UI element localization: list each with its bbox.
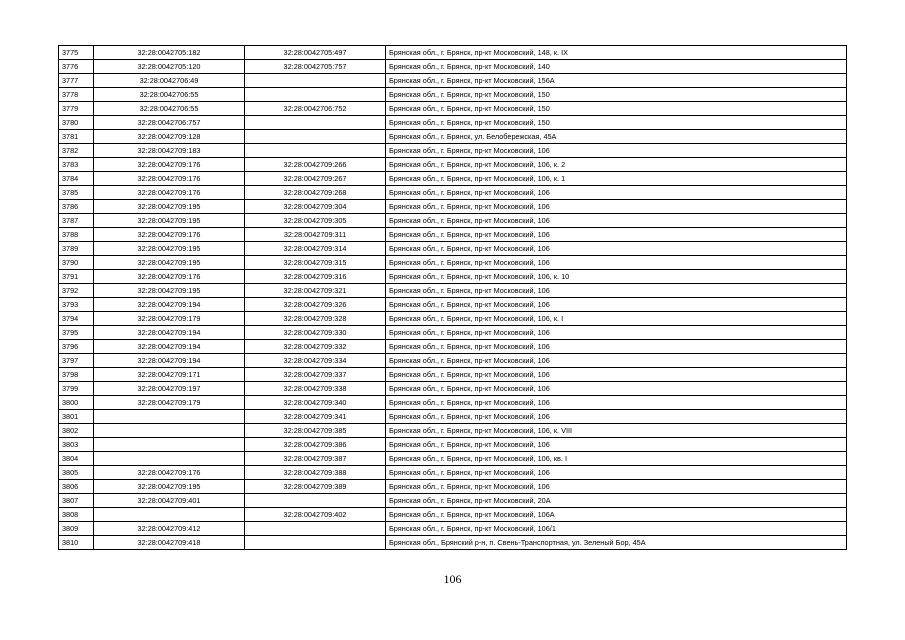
building-number-cell: 32:28:0042709:389 — [245, 480, 386, 494]
building-number-cell: 32:28:0042705:757 — [245, 60, 386, 74]
table-row — [59, 424, 847, 438]
address-cell: Брянская обл., г. Брянск, пр-кт Московский, 106 — [386, 144, 847, 158]
building-number-cell: 32:28:0042709:330 — [245, 326, 386, 340]
row-number-cell: 3809 — [59, 522, 94, 536]
parcel-number-cell: 32:28:0042709:195 — [94, 480, 245, 494]
row-number-cell: 3789 — [59, 242, 94, 256]
table-row — [59, 354, 847, 368]
table-row — [59, 396, 847, 410]
table-row — [59, 270, 847, 284]
parcel-number-cell: 32:28:0042709:176 — [94, 186, 245, 200]
row-number-cell: 3804 — [59, 452, 94, 466]
row-number-cell: 3793 — [59, 298, 94, 312]
row-number-cell: 3805 — [59, 466, 94, 480]
parcel-number-cell: 32:28:0042709:179 — [94, 312, 245, 326]
parcel-number-cell: 32:28:0042706:55 — [94, 88, 245, 102]
building-number-cell: 32:28:0042709:321 — [245, 284, 386, 298]
row-number-cell: 3780 — [59, 116, 94, 130]
address-cell: Брянская обл., г. Брянск, пр-кт Московский, 106 — [386, 228, 847, 242]
row-number-cell: 3794 — [59, 312, 94, 326]
row-number-cell: 3807 — [59, 494, 94, 508]
parcel-number-cell — [94, 508, 245, 522]
building-number-cell: 32:28:0042709:385 — [245, 424, 386, 438]
parcel-number-cell: 32:28:0042709:195 — [94, 256, 245, 270]
address-cell: Брянская обл., г. Брянск, пр-кт Московский, 106 — [386, 326, 847, 340]
table-row — [59, 452, 847, 466]
address-cell: Брянская обл., г. Брянск, пр-кт Московский, 106, к. 10 — [386, 270, 847, 284]
building-number-cell: 32:28:0042709:305 — [245, 214, 386, 228]
table-row — [59, 284, 847, 298]
parcel-number-cell: 32:28:0042709:412 — [94, 522, 245, 536]
table-row — [59, 88, 847, 102]
row-number-cell: 3778 — [59, 88, 94, 102]
building-number-cell: 32:28:0042709:332 — [245, 340, 386, 354]
table-row — [59, 312, 847, 326]
building-number-cell: 32:28:0042709:311 — [245, 228, 386, 242]
cadastral-table — [58, 45, 847, 550]
table-row — [59, 60, 847, 74]
building-number-cell: 32:28:0042709:386 — [245, 438, 386, 452]
address-cell: Брянская обл., г. Брянск, пр-кт Московский, 140 — [386, 60, 847, 74]
address-cell: Брянская обл., г. Брянск, пр-кт Московский, 106 — [386, 214, 847, 228]
parcel-number-cell: 32:28:0042709:401 — [94, 494, 245, 508]
address-cell: Брянская обл., г. Брянск, пр-кт Московский, 106 — [386, 466, 847, 480]
parcel-number-cell — [94, 410, 245, 424]
address-cell: Брянская обл., г. Брянск, пр-кт Московский, 106 — [386, 368, 847, 382]
building-number-cell — [245, 494, 386, 508]
parcel-number-cell: 32:28:0042709:171 — [94, 368, 245, 382]
building-number-cell: 32:28:0042709:387 — [245, 452, 386, 466]
parcel-number-cell: 32:28:0042709:176 — [94, 270, 245, 284]
table-row — [59, 326, 847, 340]
address-cell: Брянская обл., г. Брянск, пр-кт Московский, 106 — [386, 298, 847, 312]
address-cell: Брянская обл., г. Брянск, пр-кт Московский, 106 — [386, 256, 847, 270]
parcel-number-cell — [94, 424, 245, 438]
row-number-cell: 3781 — [59, 130, 94, 144]
table-row — [59, 200, 847, 214]
parcel-number-cell: 32:28:0042709:194 — [94, 340, 245, 354]
address-cell: Брянская обл., г. Брянск, пр-кт Московский, 106 — [386, 396, 847, 410]
table-row — [59, 186, 847, 200]
building-number-cell: 32:28:0042709:337 — [245, 368, 386, 382]
building-number-cell: 32:28:0042706:752 — [245, 102, 386, 116]
table-row — [59, 340, 847, 354]
row-number-cell: 3806 — [59, 480, 94, 494]
parcel-number-cell: 32:28:0042706:757 — [94, 116, 245, 130]
row-number-cell: 3790 — [59, 256, 94, 270]
address-cell: Брянская обл., г. Брянск, пр-кт Московский, 106, кв. I — [386, 452, 847, 466]
address-cell: Брянская обл., г. Брянск, пр-кт Московский, 106 — [386, 382, 847, 396]
row-number-cell: 3782 — [59, 144, 94, 158]
parcel-number-cell: 32:28:0042706:55 — [94, 102, 245, 116]
building-number-cell: 32:28:0042709:328 — [245, 312, 386, 326]
row-number-cell: 3795 — [59, 326, 94, 340]
table-row — [59, 508, 847, 522]
building-number-cell: 32:28:0042709:316 — [245, 270, 386, 284]
address-cell: Брянская обл., г. Брянск, пр-кт Московский, 106 — [386, 186, 847, 200]
parcel-number-cell: 32:28:0042709:195 — [94, 200, 245, 214]
parcel-number-cell: 32:28:0042709:197 — [94, 382, 245, 396]
parcel-number-cell: 32:28:0042709:194 — [94, 354, 245, 368]
row-number-cell: 3810 — [59, 536, 94, 550]
building-number-cell — [245, 116, 386, 130]
row-number-cell: 3792 — [59, 284, 94, 298]
table-row — [59, 102, 847, 116]
row-number-cell: 3803 — [59, 438, 94, 452]
parcel-number-cell: 32:28:0042705:182 — [94, 46, 245, 60]
building-number-cell: 32:28:0042709:314 — [245, 242, 386, 256]
parcel-number-cell: 32:28:0042709:194 — [94, 298, 245, 312]
address-cell: Брянская обл., г. Брянск, пр-кт Московский, 156А — [386, 74, 847, 88]
address-cell: Брянская обл., Брянский р-н, п. Свень-Транспортная, ул. Зеленый Бор, 45А — [386, 536, 847, 550]
row-number-cell: 3786 — [59, 200, 94, 214]
row-number-cell: 3801 — [59, 410, 94, 424]
table-row — [59, 144, 847, 158]
parcel-number-cell — [94, 452, 245, 466]
row-number-cell: 3776 — [59, 60, 94, 74]
table-row — [59, 130, 847, 144]
page-number: 106 — [443, 572, 462, 586]
table-row — [59, 242, 847, 256]
building-number-cell — [245, 74, 386, 88]
parcel-number-cell — [94, 438, 245, 452]
parcel-number-cell: 32:28:0042709:183 — [94, 144, 245, 158]
address-cell: Брянская обл., г. Брянск, пр-кт Московский, 20А — [386, 494, 847, 508]
building-number-cell — [245, 536, 386, 550]
table-row — [59, 214, 847, 228]
address-cell: Брянская обл., г. Брянск, пр-кт Московский, 150 — [386, 102, 847, 116]
table-row — [59, 74, 847, 88]
parcel-number-cell: 32:28:0042705:120 — [94, 60, 245, 74]
row-number-cell: 3783 — [59, 158, 94, 172]
row-number-cell: 3800 — [59, 396, 94, 410]
building-number-cell: 32:28:0042709:304 — [245, 200, 386, 214]
parcel-number-cell: 32:28:0042709:194 — [94, 326, 245, 340]
row-number-cell: 3808 — [59, 508, 94, 522]
address-cell: Брянская обл., г. Брянск, пр-кт Московский, 150 — [386, 88, 847, 102]
row-number-cell: 3787 — [59, 214, 94, 228]
row-number-cell: 3796 — [59, 340, 94, 354]
row-number-cell: 3802 — [59, 424, 94, 438]
table-row — [59, 158, 847, 172]
address-cell: Брянская обл., г. Брянск, пр-кт Московский, 106 — [386, 410, 847, 424]
address-cell: Брянская обл., г. Брянск, ул. Белобережская, 45А — [386, 130, 847, 144]
row-number-cell: 3791 — [59, 270, 94, 284]
parcel-number-cell: 32:28:0042709:418 — [94, 536, 245, 550]
address-cell: Брянская обл., г. Брянск, пр-кт Московский, 106 — [386, 284, 847, 298]
table-row — [59, 536, 847, 550]
row-number-cell: 3798 — [59, 368, 94, 382]
table-row — [59, 172, 847, 186]
table-row — [59, 46, 847, 60]
parcel-number-cell: 32:28:0042709:195 — [94, 284, 245, 298]
building-number-cell: 32:28:0042709:334 — [245, 354, 386, 368]
table-row — [59, 466, 847, 480]
building-number-cell: 32:28:0042709:266 — [245, 158, 386, 172]
address-cell: Брянская обл., г. Брянск, пр-кт Московский, 106, к. 2 — [386, 158, 847, 172]
parcel-number-cell: 32:28:0042709:176 — [94, 172, 245, 186]
row-number-cell: 3777 — [59, 74, 94, 88]
row-number-cell: 3775 — [59, 46, 94, 60]
parcel-number-cell: 32:28:0042706:49 — [94, 74, 245, 88]
table-row — [59, 298, 847, 312]
address-cell: Брянская обл., г. Брянск, пр-кт Московский, 106А — [386, 508, 847, 522]
building-number-cell — [245, 144, 386, 158]
parcel-number-cell: 32:28:0042709:195 — [94, 242, 245, 256]
parcel-number-cell: 32:28:0042709:179 — [94, 396, 245, 410]
table-row — [59, 522, 847, 536]
parcel-number-cell: 32:28:0042709:176 — [94, 228, 245, 242]
table-row — [59, 228, 847, 242]
building-number-cell — [245, 522, 386, 536]
address-cell: Брянская обл., г. Брянск, пр-кт Московский, 106 — [386, 354, 847, 368]
building-number-cell — [245, 130, 386, 144]
row-number-cell: 3779 — [59, 102, 94, 116]
table-row — [59, 480, 847, 494]
table-row — [59, 410, 847, 424]
building-number-cell — [245, 88, 386, 102]
row-number-cell: 3784 — [59, 172, 94, 186]
building-number-cell: 32:28:0042709:388 — [245, 466, 386, 480]
address-cell: Брянская обл., г. Брянск, пр-кт Московский, 106 — [386, 242, 847, 256]
table-row — [59, 256, 847, 270]
address-cell: Брянская обл., г. Брянск, пр-кт Московский, 106, к. VIII — [386, 424, 847, 438]
table-row — [59, 438, 847, 452]
address-cell: Брянская обл., г. Брянск, пр-кт Московский, 148, к. IX — [386, 46, 847, 60]
address-cell: Брянская обл., г. Брянск, пр-кт Московский, 150 — [386, 116, 847, 130]
table-row — [59, 382, 847, 396]
address-cell: Брянская обл., г. Брянск, пр-кт Московский, 106, к. 1 — [386, 172, 847, 186]
row-number-cell: 3799 — [59, 382, 94, 396]
row-number-cell: 3785 — [59, 186, 94, 200]
address-cell: Брянская обл., г. Брянск, пр-кт Московский, 106 — [386, 480, 847, 494]
building-number-cell: 32:28:0042709:341 — [245, 410, 386, 424]
address-cell: Брянская обл., г. Брянск, пр-кт Московский, 106 — [386, 438, 847, 452]
building-number-cell: 32:28:0042709:402 — [245, 508, 386, 522]
building-number-cell: 32:28:0042705:497 — [245, 46, 386, 60]
table-row — [59, 368, 847, 382]
table-body — [59, 46, 847, 550]
building-number-cell: 32:28:0042709:268 — [245, 186, 386, 200]
building-number-cell: 32:28:0042709:315 — [245, 256, 386, 270]
parcel-number-cell: 32:28:0042709:195 — [94, 214, 245, 228]
address-cell: Брянская обл., г. Брянск, пр-кт Московский, 106 — [386, 340, 847, 354]
table-row — [59, 116, 847, 130]
parcel-number-cell: 32:28:0042709:176 — [94, 158, 245, 172]
address-cell: Брянская обл., г. Брянск, пр-кт Московский, 106, к. I — [386, 312, 847, 326]
address-cell: Брянская обл., г. Брянск, пр-кт Московский, 106 — [386, 200, 847, 214]
parcel-number-cell: 32:28:0042709:176 — [94, 466, 245, 480]
table-row — [59, 494, 847, 508]
building-number-cell: 32:28:0042709:340 — [245, 396, 386, 410]
building-number-cell: 32:28:0042709:338 — [245, 382, 386, 396]
parcel-number-cell: 32:28:0042709:128 — [94, 130, 245, 144]
address-cell: Брянская обл., г. Брянск, пр-кт Московский, 106/1 — [386, 522, 847, 536]
building-number-cell: 32:28:0042709:267 — [245, 172, 386, 186]
building-number-cell: 32:28:0042709:326 — [245, 298, 386, 312]
row-number-cell: 3797 — [59, 354, 94, 368]
row-number-cell: 3788 — [59, 228, 94, 242]
